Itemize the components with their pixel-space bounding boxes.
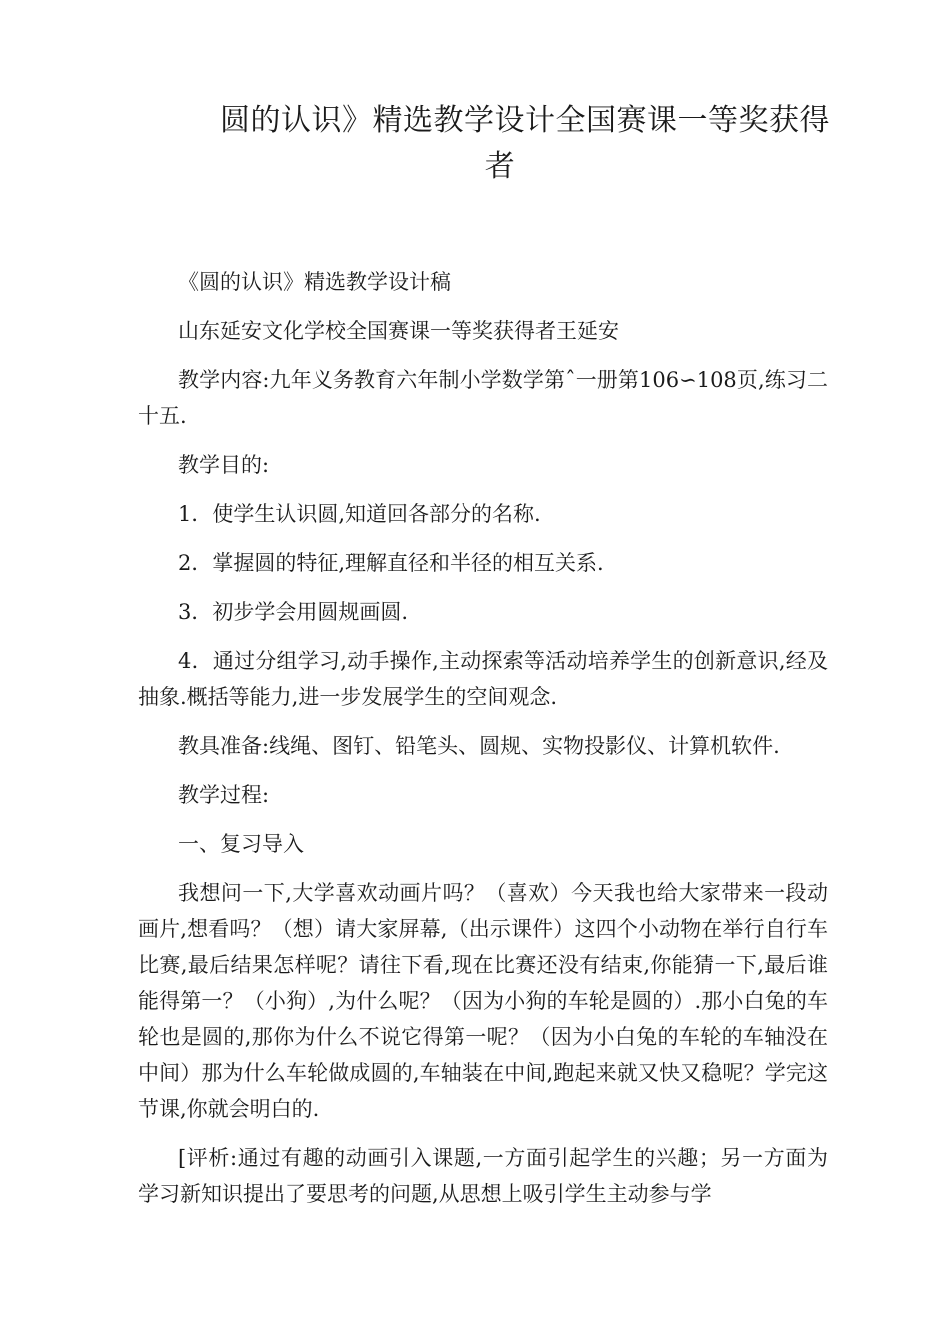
paragraph-teaching-content: 教学内容:九年义务教育六年制小学数学第ˆ一册第106∽108页,练习二十五. xyxy=(138,368,828,428)
paragraph-teaching-goals-heading: 教学目的: xyxy=(178,453,270,477)
paragraph-subtitle: 《圆的认识》精选教学设计稿 xyxy=(178,270,451,294)
paragraph-goal-2: 2．掌握圆的特征,理解直径和半径的相互关系. xyxy=(178,551,604,575)
paragraph-goal-4: 4．通过分组学习,动手操作,主动探索等活动培养学生的创新意识,经及抽象.概括等能力,进一步发展学生的空间观念. xyxy=(138,649,828,709)
paragraph-teaching-aids: 教具准备:线绳、图钉、铅笔头、圆规、实物投影仪、计算机软件. xyxy=(178,734,780,758)
paragraph-process-heading: 教学过程: xyxy=(178,783,270,807)
paragraph-commentary: [评析:通过有趣的动画引入课题,一方面引起学生的兴趣；另一方面为学习新知识提出了要思考的问题,从思想上吸引学生主动参与学 xyxy=(138,1146,828,1206)
paragraph-goal-3: 3．初步学会用圆规画圆. xyxy=(178,600,409,624)
title-line-1: 圆的认识》精选教学设计全国赛课一等奖获得 xyxy=(220,103,830,138)
document-body xyxy=(138,264,828,1225)
paragraph-section-1-heading: 一、复习导入 xyxy=(178,832,304,856)
paragraph-introduction: 我想问一下,大学喜欢动画片吗？（喜欢）今天我也给大家带来一段动画片,想看吗？（想）请大家屏幕,（出示课件）这四个小动物在举行自行车比赛,最后结果怎样呢？请往下看,现在比赛还没有结束,你能猜一下,最后谁能得第一？（小狗）,为什么呢？（因为小狗的车轮是圆的）.那小白兔的车轮也是圆的,那你为什么不说它得第一呢？（因为小白兔的车轮的车轴没在中间）那为什么车轮做成圆的,车轴装在中间,跑起来就又快又稳呢？学完这节课,你就会明白的. xyxy=(138,881,828,1121)
document-title xyxy=(150,98,850,190)
paragraph-author: 山东延安文化学校全国赛课一等奖获得者王延安 xyxy=(178,319,619,343)
title-line-2: 者 xyxy=(484,149,516,184)
paragraph-goal-1: 1．使学生认识圆,知道回各部分的名称. xyxy=(178,502,541,526)
